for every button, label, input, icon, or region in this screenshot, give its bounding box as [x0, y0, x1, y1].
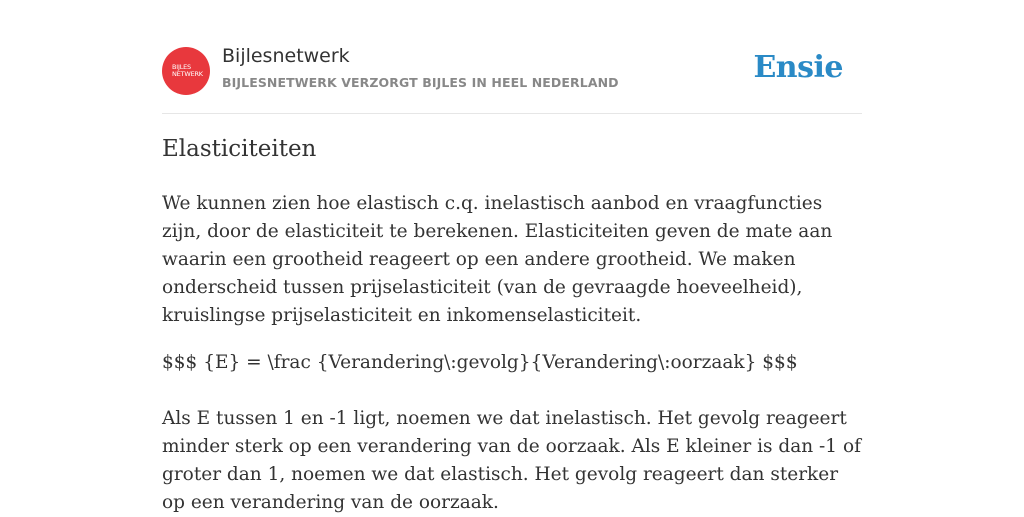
article-title: Elasticiteiten: [162, 136, 317, 162]
page-container: [162, 0, 862, 513]
article-paragraph-1: We kunnen zien hoe elastisch c.q. inelastisch aanbod en vraagfuncties zijn, door de elasticiteit te berekenen. Elasticiteiten geven de mate aan waarin een grootheid reageert op een andere grootheid. We maken onderscheid tussen prijselasticiteit (van de gevraagde hoeveelheid), kruislingse prijselasticiteit en inkomenselasticiteit.: [162, 193, 833, 326]
logo-text-line2: NETWERK: [172, 70, 203, 78]
ensie-brand-logo[interactable]: Ensie: [753, 50, 843, 85]
site-header: [162, 0, 862, 114]
site-name-link[interactable]: Bijlesnetwerk: [222, 45, 350, 67]
site-tagline: BIJLESNETWERK VERZORGT BIJLES IN HEEL NEDERLAND: [222, 75, 619, 90]
article-formula: $$$ {E} = \frac {Verandering\:gevolg}{Verandering\:oorzaak} $$$: [162, 352, 798, 373]
logo-text-line1: BIJLES: [172, 63, 191, 71]
article-paragraph-2: Als E tussen 1 en -1 ligt, noemen we dat inelastisch. Het gevolg reageert minder sterk op een verandering van de oorzaak. Als E kleiner is dan -1 of groter dan 1, noemen we dat elastisch. Het gevolg reageert dan sterker op een verandering van de oorzaak.: [162, 408, 861, 513]
bijlesnetwerk-logo[interactable]: [162, 47, 210, 95]
